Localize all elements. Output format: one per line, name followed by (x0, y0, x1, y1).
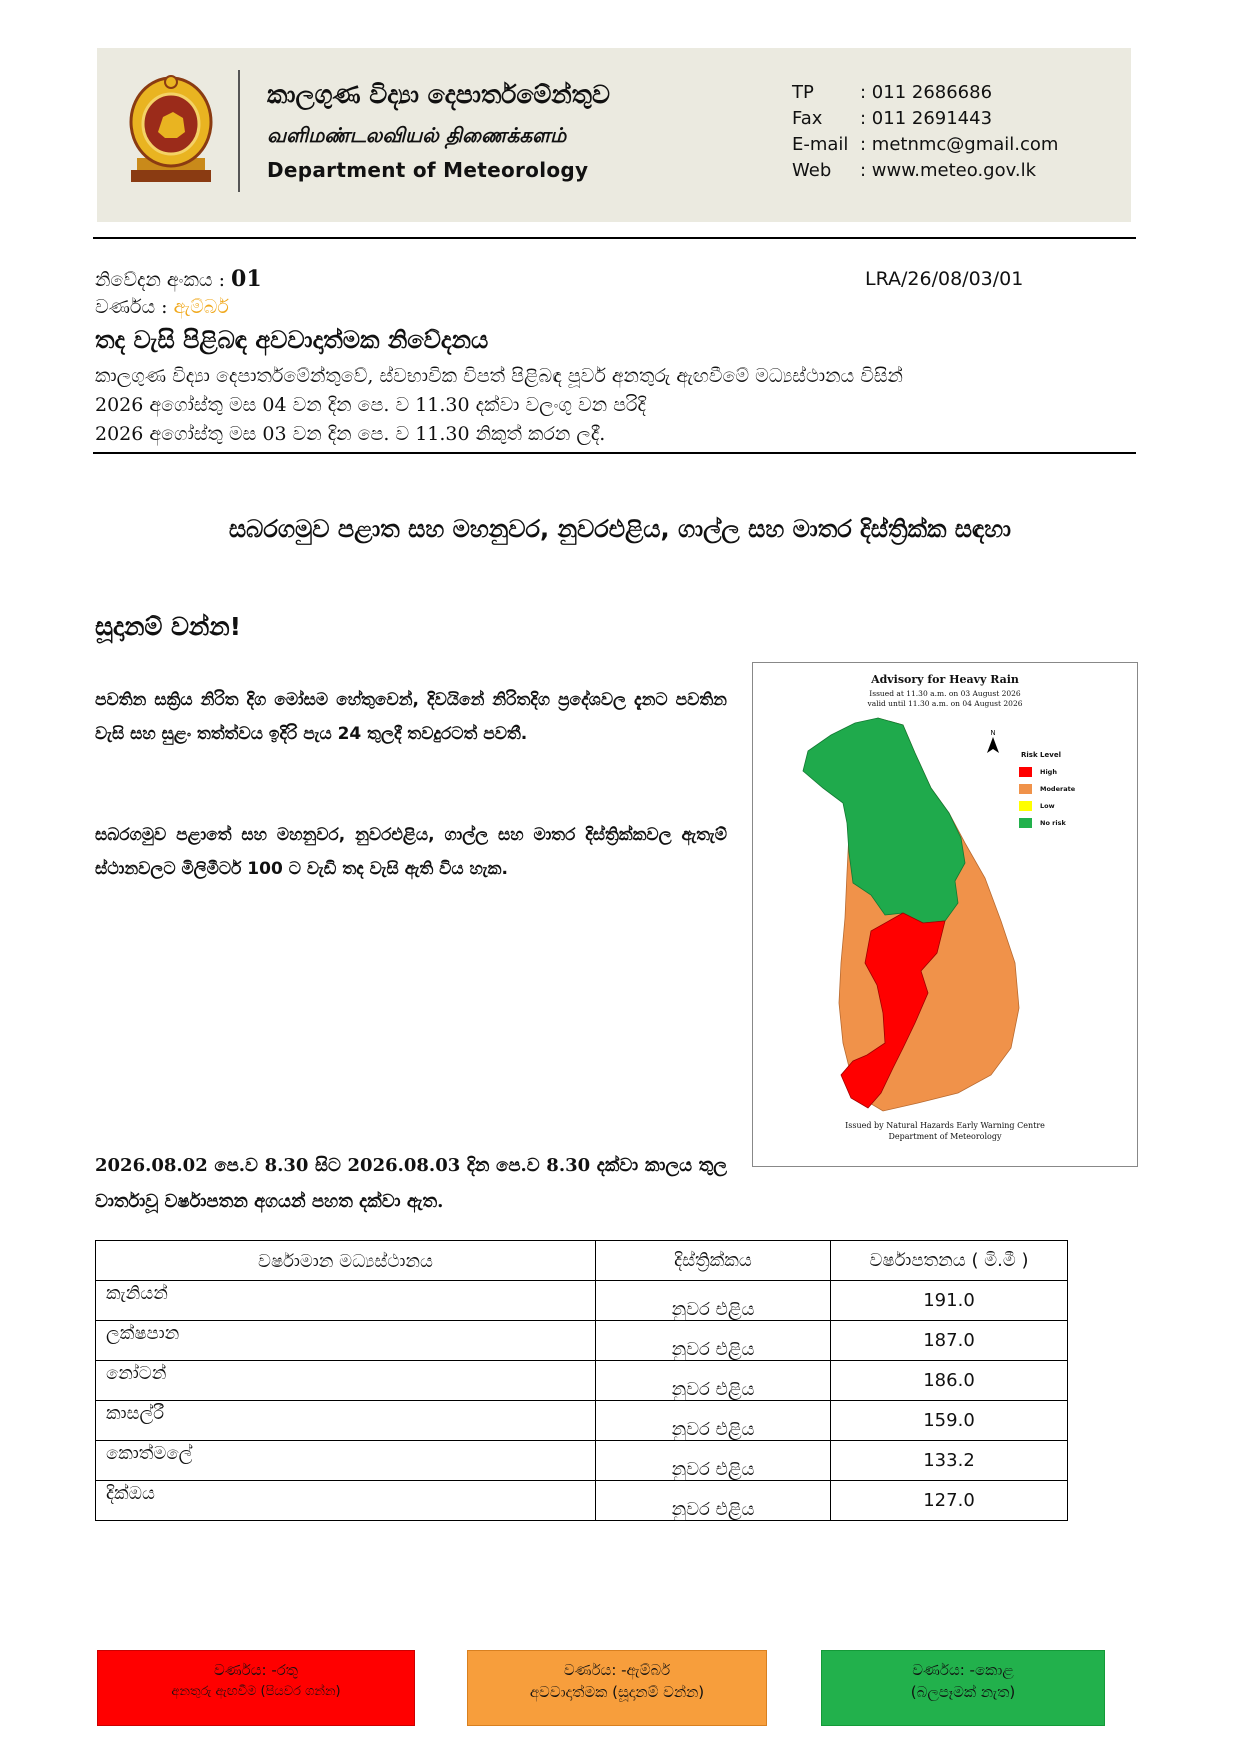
region-heading: සබරගමුව පළාත සහ මහනුවර, නුවරඑළිය, ගාල්ල සහ මාතර දිස්ත්‍රික්ක සඳහා (228, 515, 1012, 543)
rainfall-cell: 186.0 (831, 1361, 1068, 1401)
rainfall-cell: 159.0 (831, 1401, 1068, 1441)
sri-lanka-emblem-icon (125, 72, 217, 190)
legend-title: Risk Level (1021, 751, 1061, 759)
notice-number: නිවේදන අංකය : 01 (95, 266, 262, 292)
header-station: වර්ෂාමාන මධ්‍යස්ථානය (96, 1241, 596, 1281)
station-cell: කාසල්රී (96, 1401, 596, 1441)
district-cell: නුවර එළිය (596, 1401, 831, 1441)
contact-email: E-mail : metnmc@gmail.com (792, 134, 1059, 155)
header-rainfall: වර්ෂාපතනය ( මි.මී ) (831, 1241, 1068, 1281)
contact-block (792, 80, 1058, 184)
table-row (96, 1441, 1068, 1481)
notice-reference: LRA/26/08/03/01 (865, 268, 1024, 290)
station-cell: ලක්ෂපාන (96, 1321, 596, 1361)
table-header-row (96, 1241, 1068, 1281)
header-divider (238, 70, 240, 192)
district-cell: නුවර එළිය (596, 1361, 831, 1401)
header-district: දිස්ත්‍රික්කය (596, 1241, 831, 1281)
meta-rule (93, 452, 1136, 454)
legend-low: Low (1019, 801, 1055, 811)
table-row (96, 1321, 1068, 1361)
station-cell: කොත්මලේ (96, 1441, 596, 1481)
rainfall-cell: 127.0 (831, 1481, 1068, 1521)
legend-moderate: Moderate (1019, 784, 1075, 794)
north-arrow-icon: N (987, 729, 999, 755)
table-row (96, 1401, 1068, 1441)
table-row (96, 1361, 1068, 1401)
map-valid: valid until 11.30 a.m. on 04 August 2026 (867, 699, 1023, 708)
district-cell: නුවර එළිය (596, 1481, 831, 1521)
map-title: Advisory for Heavy Rain (871, 673, 1019, 686)
contact-fax: Fax : 011 2691443 (792, 108, 993, 129)
dept-name-tamil: வளிமண்டலவியல் திணைக்களம் (267, 123, 567, 147)
notice-colour: වර්ණය : ඇම්බර් (95, 296, 229, 318)
colour-value: ඇම්බර් (173, 296, 229, 318)
legend-box-amber: වර්ණය: -ඇම්බර් අවවාදාත්මක (සූදානම් වන්න) (467, 1650, 767, 1726)
issue-statement: කාලගුණ විද්‍යා දෙපාර්තමේන්තුවේ, ස්වභාවික විපත් පිළිබඳ පූර්ව අනතුරු ඇඟවීමේ මධ්‍යස්ථානය විසින් 2026 අගෝස්තු මස 04 වන දින පෙ. ව 11.30 දක්වා වලංගු වන පරිදි 2026 අගෝස්තු මස 03 වන දින පෙ. ව 11.30 නිකුත් කරන ලදී. (95, 365, 903, 445)
rainfall-period: 2026.08.02 පෙ.ව 8.30 සිට 2026.08.03 දින පෙ.ව 8.30 දක්වා කාලය තුල වාර්තාවූ වර්ෂාපතන අගයන් පහත දක්වා ඇත. (95, 1155, 727, 1212)
paragraph-heavy-rain: සබරගමුව පළාතේ සහ මහනුවර, නුවරඑළිය, ගාල්ල සහ මාතර දිස්ත්‍රික්කවල ඇතැම් ස්ථානවලට මිලිමීටර් 100 ට වැඩි තද වැසි ඇති විය හැක. (95, 825, 727, 879)
dept-name-english: Department of Meteorology (267, 158, 589, 182)
caution-heading: සූදානම් වන්න! (95, 612, 242, 641)
map-footer-dept: Department of Meteorology (888, 1132, 1002, 1141)
contact-tp: TP : 011 2686686 (792, 82, 993, 103)
paragraph-monsoon: පවතින සක්‍රිය නිරිත දිග මෝසම හේතුවෙන්, දිවයිනේ නිරිතදිග ප්‍රදේශවල දැනට පවතින වැසි සහ සුළං තත්ත්වය ඉදිරි පැය 24 තුලදී තවදුරටත් පවතී. (95, 690, 727, 744)
map-norisk-region (803, 718, 965, 923)
station-cell: නෝටන් (96, 1361, 596, 1401)
notice-title: තද වැසි පිළිබඳ අවවාදාත්මක නිවේදනය (95, 326, 489, 354)
advisory-map (752, 662, 1138, 1167)
district-cell: නුවර එළිය (596, 1321, 831, 1361)
table-row (96, 1281, 1068, 1321)
district-cell: නුවර එළිය (596, 1281, 831, 1321)
table-row (96, 1481, 1068, 1521)
contact-web: Web : www.meteo.gov.lk (792, 160, 1037, 181)
legend-box-red: වර්ණය: -රතු අනතුරු ඇඟවීම (පියවර ගන්න) (97, 1650, 415, 1726)
sri-lanka-map (753, 663, 1137, 1166)
district-cell: නුවර එළිය (596, 1441, 831, 1481)
rainfall-cell: 133.2 (831, 1441, 1068, 1481)
legend-high: High (1019, 767, 1057, 777)
legend-no-risk: No risk (1019, 818, 1066, 828)
dept-name-sinhala: කාලගුණ විද්‍යා දෙපාර්තමේන්තුව (267, 80, 610, 109)
rainfall-cell: 187.0 (831, 1321, 1068, 1361)
rainfall-cell: 191.0 (831, 1281, 1068, 1321)
station-cell: දික්ඔය (96, 1481, 596, 1521)
map-issued: Issued at 11.30 a.m. on 03 August 2026 (869, 689, 1021, 698)
legend-box-green: වර්ණය: -කොළ (බලපෑමක් නැත) (821, 1650, 1105, 1726)
header-rule (93, 237, 1136, 239)
rainfall-table (95, 1240, 1068, 1521)
station-cell: කැනියන් (96, 1281, 596, 1321)
map-footer-centre: Issued by Natural Hazards Early Warning Centre (845, 1121, 1045, 1130)
